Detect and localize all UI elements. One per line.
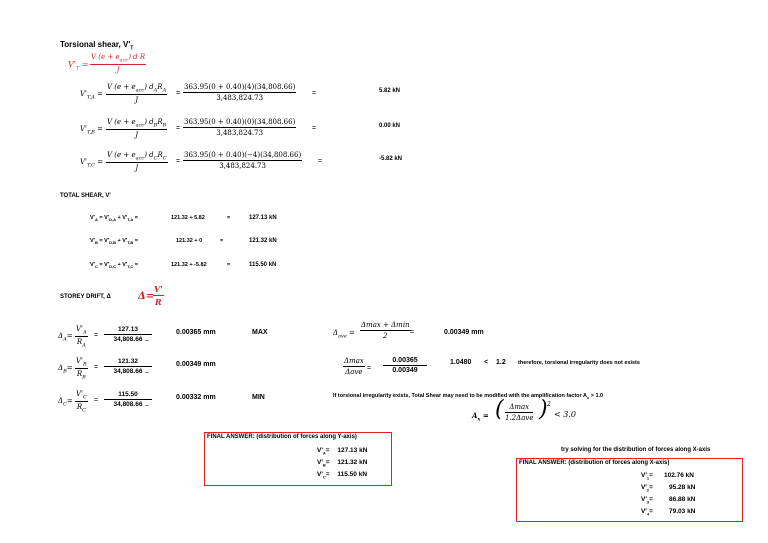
- drift-row-formula: $V'_B$ $R_B$: [76, 357, 87, 381]
- final-y-row: $V'_C= 115.50$ kN: [317, 471, 368, 480]
- total-shear-row-result: 115.50 kN: [249, 262, 277, 268]
- torsional-formula-fraction: V $(e + e_{acc})$ d R J: [91, 53, 146, 75]
- drift-row-values: 127.13 34,808.66: [104, 326, 152, 343]
- torsional-formula-lhs: $V'_T$ =: [68, 60, 89, 72]
- final-x-row: $V'_4=$: [641, 508, 653, 517]
- torsional-row-result: -5.82 kN: [379, 156, 403, 162]
- torsional-row-result: 5.82 kN: [379, 88, 401, 94]
- total-shear-row-formula: $V'_A = V'_{D,A} + V'_{T,A}$ =: [90, 215, 139, 223]
- final-answer-y-box: [204, 432, 392, 486]
- total-shear-row-eq: =: [220, 238, 224, 244]
- final-x-row: $V'_3=$: [641, 496, 653, 505]
- torsional-row-formula: V $(e + e_{acc})$ $d_BR_B$ J: [107, 118, 167, 140]
- torsional-row-lhs: $V'_{T,C}$ =: [80, 158, 104, 169]
- final-x-row: $V'_2=$: [641, 484, 653, 493]
- drift-formula-lhs: Δ=: [138, 291, 155, 302]
- delta-ave-fraction: Δmax + Δmin 2: [361, 321, 410, 340]
- drift-row-formula: $V'_C$ $R_C$: [76, 390, 87, 414]
- torsional-heading: Torsional shear, $V'_T$: [60, 40, 134, 52]
- total-shear-row-eq: =: [227, 262, 231, 268]
- delta-ave-value: 0.00349 mm: [444, 329, 484, 336]
- total-shear-row-result: 121.32 kN: [249, 238, 277, 244]
- total-shear-row-result: 127.13 kN: [249, 215, 277, 221]
- torsional-row-lhs: $V'_{T,B}$ =: [80, 125, 103, 136]
- drift-row-formula: $V'_A$ $R_A$: [76, 325, 87, 349]
- ax-limit: < 3.0: [554, 410, 576, 419]
- drift-row-value: 0.00365 mm: [176, 329, 216, 336]
- ratio-value: 1.0480: [450, 359, 472, 366]
- final-answer-y-title: FINAL ANSWER: (distribution of forces along Y-axis): [207, 434, 357, 440]
- ratio-limit: 1.2: [496, 359, 506, 366]
- final-x-value: 102.76 kN: [664, 472, 694, 479]
- delta-ave-lhs: $\Delta_{ave}$ =: [333, 329, 355, 340]
- ratio-formula-fraction: Δmax Δave: [344, 357, 364, 376]
- final-y-row: $V'_A= 127.13$ kN: [317, 447, 368, 456]
- drift-row-tag: MAX: [252, 329, 268, 336]
- total-shear-row-calc: 121.32 + 0: [176, 238, 203, 244]
- final-answer-x-title: FINAL ANSWER: (distribution of forces along X-axis): [519, 460, 670, 466]
- total-shear-row-calc: 121.32 + 5.82: [171, 215, 205, 221]
- total-shear-row-eq: =: [227, 215, 231, 221]
- drift-row-value: 0.00332 mm: [176, 394, 216, 401]
- total-shear-row-formula: $V'_B = V'_{D,B} + V'_{T,B}$ =: [90, 238, 139, 246]
- ax-fraction: Δmax 1.2Δave: [505, 403, 534, 422]
- drift-row-lhs: $\Delta_C=$: [58, 397, 73, 408]
- ratio-values-fraction: 0.00365 0.00349: [383, 357, 427, 374]
- drift-row-values: 121.32 34,808.66: [104, 358, 152, 375]
- torsional-row-formula: V $(e + e_{acc})$ $d_AR_A$ J: [107, 83, 167, 105]
- total-shear-heading: TOTAL SHEAR, V': [60, 193, 111, 199]
- final-y-row: $V'_B= 121.32$ kN: [317, 459, 368, 468]
- ax-lhs: $A_x$ =: [472, 411, 489, 423]
- drift-formula-fraction: V' R: [154, 284, 163, 307]
- total-shear-row-calc: 121.32 + -5.82: [171, 262, 207, 268]
- drift-row-value: 0.00349 mm: [176, 361, 216, 368]
- storey-drift-heading: STOREY DRIFT, Δ: [60, 294, 111, 300]
- torsional-row-substitution: 363.95(0 + 0.40)(4)(34,808.66) 3,483,824.73: [184, 83, 296, 102]
- final-x-value: 95.28 kN: [669, 484, 696, 491]
- final-answer-x-caption: try solving for the distribution of forces along X-axis: [561, 447, 711, 453]
- torsional-row-lhs: $V'_{T,A}$ =: [80, 90, 103, 101]
- torsional-row-substitution: 363.95(0 + 0.40)(0)(34,808.66) 3,483,824.73: [184, 118, 296, 137]
- ratio-compare: <: [484, 359, 489, 366]
- torsional-row-substitution: 363.95(0 + 0.40)(−4)(34,808.66) 3,483,824.73: [184, 151, 302, 170]
- final-x-value: 79.03 kN: [669, 508, 696, 515]
- drift-row-lhs: $\Delta_B=$: [58, 364, 73, 375]
- drift-row-lhs: $\Delta_A=$: [58, 332, 73, 343]
- final-x-row: $V'_1=$: [641, 472, 653, 481]
- final-answer-x-box: [516, 458, 743, 522]
- ratio-conclusion: therefore, torsional irregularity does not exists: [518, 360, 640, 366]
- final-x-value: 86.88 kN: [669, 496, 696, 503]
- drift-row-tag: MIN: [252, 394, 265, 401]
- torsional-row-formula: V $(e + e_{acc})$ $d_CR_C$ J: [107, 151, 167, 173]
- ax-exponent: 2: [547, 401, 551, 408]
- total-shear-row-formula: $V'_C = V'_{D,C} + V'_{T,C}$ =: [90, 262, 139, 270]
- drift-row-values: 115.50 34,808.66: [104, 391, 152, 408]
- amplification-note: If torsional irregularity exists, Total Shear may need to be modified with the amplification factor $A_x > 1.0$: [333, 393, 604, 401]
- torsional-row-result: 0.00 kN: [379, 123, 401, 129]
